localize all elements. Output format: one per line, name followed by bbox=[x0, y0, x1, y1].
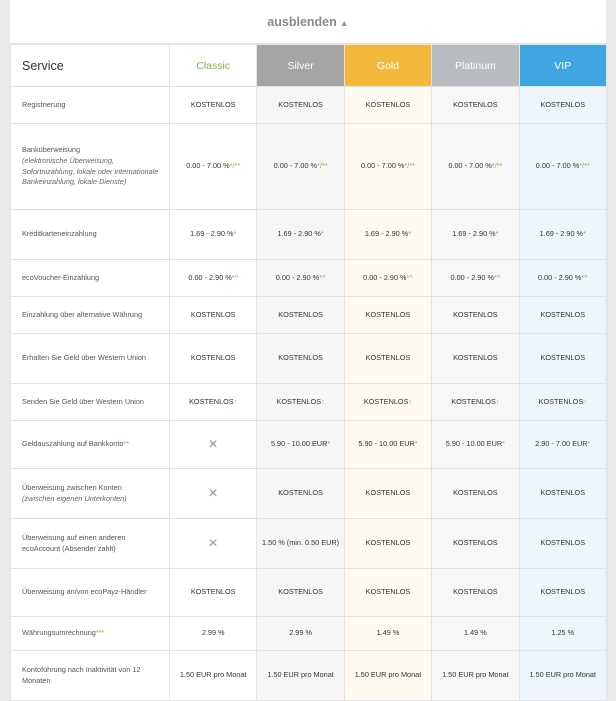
cell-value: KOSTENLOS bbox=[540, 99, 586, 109]
cell-value: 0.00 - 7.00 % bbox=[273, 161, 318, 171]
cell-silver bbox=[257, 260, 344, 297]
service-label: Senden Sie Geld über Western Union bbox=[22, 396, 144, 406]
cell-value: 0.00 - 2.90 % bbox=[450, 272, 494, 282]
cell-silver bbox=[257, 334, 344, 384]
cell-silver bbox=[257, 569, 344, 617]
footnote-marker: * bbox=[414, 439, 418, 449]
cell-gold bbox=[344, 569, 431, 617]
service-label: Banküberweisung bbox=[22, 145, 81, 155]
cell-vip bbox=[519, 617, 606, 651]
cell-value: KOSTENLOS bbox=[365, 353, 411, 363]
cell-value: KOSTENLOS bbox=[190, 309, 236, 319]
service-cell bbox=[11, 421, 170, 469]
service-label: Überweisung zwischen Konten bbox=[22, 482, 122, 492]
service-cell bbox=[11, 124, 170, 210]
cell-platinum bbox=[432, 617, 519, 651]
hide-toggle[interactable] bbox=[10, 0, 606, 44]
cell-classic bbox=[170, 210, 257, 260]
cell-value: KOSTENLOS bbox=[365, 587, 411, 597]
cell-value: 0.00 - 7.00 % bbox=[448, 161, 492, 171]
cell-classic bbox=[170, 569, 257, 617]
cell-value: KOSTENLOS bbox=[540, 587, 586, 597]
cell-gold bbox=[344, 260, 431, 297]
service-label: Währungsumrechnung bbox=[22, 628, 96, 638]
service-cell bbox=[11, 87, 170, 124]
cell-value: 1.69 - 2.90 % bbox=[452, 229, 496, 239]
cell-vip bbox=[519, 519, 606, 569]
footnote-marker: */** bbox=[317, 161, 328, 171]
footnote-marker: *^ bbox=[406, 272, 413, 282]
cell-value: KOSTENLOS bbox=[538, 396, 584, 406]
cell-gold bbox=[344, 421, 431, 469]
header-gold: Gold bbox=[344, 45, 431, 87]
footnote-marker: ↑ bbox=[321, 396, 325, 406]
cell-gold bbox=[344, 124, 431, 210]
cell-value: 5.90 - 10.00 EUR bbox=[358, 439, 415, 449]
cell-vip bbox=[519, 384, 606, 421]
cell-classic bbox=[170, 519, 257, 569]
cell-classic bbox=[170, 87, 257, 124]
table-header-row bbox=[11, 45, 607, 87]
cell-value: 2.99 % bbox=[289, 628, 312, 638]
header-platinum: Platinum bbox=[432, 45, 519, 87]
cell-value: KOSTENLOS bbox=[451, 396, 496, 406]
cell-value: KOSTENLOS bbox=[453, 353, 498, 363]
cell-classic bbox=[170, 617, 257, 651]
cell-value: 0.00 - 7.00 % bbox=[361, 161, 405, 171]
service-label: Kreditkarteneinzahlung bbox=[22, 229, 97, 239]
cell-vip bbox=[519, 651, 606, 701]
cell-value: KOSTENLOS bbox=[540, 309, 586, 319]
cell-silver bbox=[257, 469, 344, 519]
cell-value: 5.90 - 10.00 EUR bbox=[270, 439, 328, 449]
cell-gold bbox=[344, 651, 431, 701]
footnote-marker: *^ bbox=[319, 272, 326, 282]
table-row bbox=[11, 569, 607, 617]
cell-silver bbox=[257, 617, 344, 651]
cell-silver bbox=[257, 124, 344, 210]
cell-vip bbox=[519, 469, 606, 519]
cell-value: 0.00 - 2.90 % bbox=[537, 272, 582, 282]
footnote-marker: *^ bbox=[231, 272, 239, 282]
footnote-marker: * bbox=[233, 229, 237, 239]
table-row bbox=[11, 617, 607, 651]
cell-platinum bbox=[432, 569, 519, 617]
footnote-marker: *^ bbox=[493, 272, 501, 282]
service-sublabel: (elektronische Überweisung, Sofortnizahlung, lokale oder internationale Bankeinzahlung, lokale Dienste) bbox=[22, 155, 159, 187]
cell-vip bbox=[519, 421, 606, 469]
header-vip: VIP bbox=[519, 45, 606, 87]
cell-silver bbox=[257, 384, 344, 421]
cell-classic bbox=[170, 124, 257, 210]
service-label: Erhalten Sie Geld über Western Union bbox=[22, 353, 146, 363]
cell-value: KOSTENLOS bbox=[453, 309, 498, 319]
footnote-marker: ↑ bbox=[495, 396, 500, 406]
cell-value: KOSTENLOS bbox=[540, 488, 586, 498]
cell-classic bbox=[170, 297, 257, 334]
cell-gold bbox=[344, 519, 431, 569]
footnote-marker: ↑ bbox=[583, 396, 587, 406]
cell-gold bbox=[344, 617, 431, 651]
header-service: Service bbox=[11, 45, 170, 87]
service-cell bbox=[11, 384, 170, 421]
cell-vip bbox=[519, 87, 606, 124]
footnote-marker: * bbox=[583, 229, 586, 239]
cell-platinum bbox=[432, 421, 519, 469]
cell-platinum bbox=[432, 384, 519, 421]
cell-vip bbox=[519, 297, 606, 334]
cell-value: KOSTENLOS bbox=[190, 587, 236, 597]
footnote-marker: */** bbox=[491, 161, 503, 171]
cell-gold bbox=[344, 87, 431, 124]
table-row bbox=[11, 334, 607, 384]
cell-value: KOSTENLOS bbox=[189, 396, 234, 406]
service-label: Einzahlung über alternative Währung bbox=[22, 309, 143, 319]
cell-classic bbox=[170, 651, 257, 701]
cell-classic bbox=[170, 469, 257, 519]
header-silver: Silver bbox=[257, 45, 344, 87]
cell-value: KOSTENLOS bbox=[540, 353, 586, 363]
cell-value: KOSTENLOS bbox=[453, 99, 498, 109]
cell-value: 1.50 % (min. 0.50 EUR) bbox=[262, 538, 340, 548]
service-cell bbox=[11, 519, 170, 569]
cell-value: KOSTENLOS bbox=[190, 353, 236, 363]
cell-value: KOSTENLOS bbox=[276, 396, 322, 406]
footnote-marker: * bbox=[495, 229, 499, 239]
cell-platinum bbox=[432, 210, 519, 260]
service-cell bbox=[11, 569, 170, 617]
cell-vip bbox=[519, 569, 606, 617]
cell-value: 0.00 - 2.90 % bbox=[363, 272, 407, 282]
cell-platinum bbox=[432, 297, 519, 334]
not-available-icon: ✕ bbox=[208, 436, 219, 451]
header-classic: Classic bbox=[170, 45, 257, 87]
fee-comparison-table bbox=[10, 44, 607, 701]
cell-silver bbox=[257, 519, 344, 569]
cell-value: 1.69 - 2.90 % bbox=[277, 229, 321, 239]
table-row bbox=[11, 124, 607, 210]
cell-vip bbox=[519, 334, 606, 384]
cell-classic bbox=[170, 421, 257, 469]
cell-value: 1.50 EUR pro Monat bbox=[529, 670, 597, 680]
cell-value: KOSTENLOS bbox=[365, 488, 411, 498]
chevron-up-icon: ▲ bbox=[339, 17, 349, 28]
cell-value: 2.90 - 7.00 EUR bbox=[535, 439, 588, 449]
footnote-marker: *^ bbox=[581, 272, 588, 282]
footnote-marker: *** bbox=[95, 628, 105, 638]
cell-value: 1.69 - 2.90 % bbox=[364, 229, 409, 239]
footnote-marker: ↑ bbox=[408, 396, 413, 406]
table-row bbox=[11, 421, 607, 469]
cell-value: KOSTENLOS bbox=[453, 538, 498, 548]
service-cell bbox=[11, 297, 170, 334]
service-label: Überweisung an/von ecoPayz-Händler bbox=[22, 587, 147, 597]
cell-gold bbox=[344, 334, 431, 384]
cell-classic bbox=[170, 384, 257, 421]
cell-value: 1.50 EUR pro Monat bbox=[354, 670, 422, 680]
service-label: ecoVoucher-Einzahlung bbox=[22, 272, 100, 282]
cell-vip bbox=[519, 124, 606, 210]
cell-value: KOSTENLOS bbox=[363, 396, 409, 406]
cell-value: KOSTENLOS bbox=[365, 99, 411, 109]
table-row bbox=[11, 469, 607, 519]
cell-platinum bbox=[432, 519, 519, 569]
cell-value: 1.49 % bbox=[464, 628, 487, 638]
footnote-marker: */** bbox=[579, 161, 590, 171]
not-available-icon: ✕ bbox=[208, 485, 219, 500]
service-label: Kontoführung nach Inaktivität von 12 Monaten bbox=[22, 664, 141, 685]
service-cell bbox=[11, 617, 170, 651]
cell-value: 1.50 EUR pro Monat bbox=[267, 670, 334, 680]
footnote-marker: * bbox=[408, 229, 412, 239]
cell-value: KOSTENLOS bbox=[278, 99, 323, 109]
cell-value: 1.69 - 2.90 % bbox=[190, 229, 234, 239]
cell-silver bbox=[257, 297, 344, 334]
cell-silver bbox=[257, 651, 344, 701]
service-label: Registrierung bbox=[22, 99, 66, 109]
cell-value: 0.00 - 7.00 % bbox=[186, 161, 230, 171]
service-cell bbox=[11, 469, 170, 519]
cell-value: 1.69 - 2.90 % bbox=[539, 229, 584, 239]
hide-toggle-label: ausblenden bbox=[267, 14, 337, 29]
table-row bbox=[11, 210, 607, 260]
cell-value: 0.00 - 2.90 % bbox=[188, 272, 232, 282]
cell-platinum bbox=[432, 334, 519, 384]
cell-value: 1.50 EUR pro Monat bbox=[442, 670, 509, 680]
footnote-marker: */** bbox=[229, 161, 241, 171]
table-row bbox=[11, 260, 607, 297]
footnote-marker: ** bbox=[123, 439, 130, 449]
service-cell bbox=[11, 210, 170, 260]
cell-silver bbox=[257, 87, 344, 124]
table-row bbox=[11, 384, 607, 421]
cell-gold bbox=[344, 210, 431, 260]
cell-value: KOSTENLOS bbox=[365, 309, 411, 319]
cell-gold bbox=[344, 384, 431, 421]
table-row bbox=[11, 651, 607, 701]
footnote-marker: * bbox=[327, 439, 331, 449]
cell-value: 1.49 % bbox=[376, 628, 400, 638]
cell-vip bbox=[519, 260, 606, 297]
cell-classic bbox=[170, 260, 257, 297]
cell-value: KOSTENLOS bbox=[365, 538, 411, 548]
service-cell bbox=[11, 651, 170, 701]
cell-gold bbox=[344, 469, 431, 519]
service-label: Geldauszahlung auf Bankkonto bbox=[22, 439, 124, 449]
cell-value: 0.00 - 7.00 % bbox=[535, 161, 580, 171]
cell-value: 5.90 - 10.00 EUR bbox=[445, 439, 503, 449]
cell-platinum bbox=[432, 651, 519, 701]
service-cell bbox=[11, 334, 170, 384]
cell-value: KOSTENLOS bbox=[540, 538, 586, 548]
cell-value: 0.00 - 2.90 % bbox=[275, 272, 320, 282]
cell-silver bbox=[257, 210, 344, 260]
cell-value: KOSTENLOS bbox=[278, 488, 323, 498]
cell-vip bbox=[519, 210, 606, 260]
cell-platinum bbox=[432, 260, 519, 297]
cell-value: KOSTENLOS bbox=[278, 353, 323, 363]
cell-platinum bbox=[432, 469, 519, 519]
cell-value: 2.99 % bbox=[201, 628, 225, 638]
service-label: Überweisung auf einen anderen ecoAccount (Absender zahlt) bbox=[22, 532, 126, 553]
cell-platinum bbox=[432, 124, 519, 210]
service-sublabel: (zwischen eigenen Unterkonten) bbox=[22, 493, 127, 503]
footnote-marker: * bbox=[587, 439, 591, 449]
service-cell bbox=[11, 260, 170, 297]
cell-value: KOSTENLOS bbox=[278, 587, 323, 597]
table-row bbox=[11, 87, 607, 124]
cell-silver bbox=[257, 421, 344, 469]
cell-value: 1.25 % bbox=[551, 628, 575, 638]
cell-value: KOSTENLOS bbox=[278, 309, 323, 319]
not-available-icon: ✕ bbox=[208, 535, 219, 550]
footnote-marker: * bbox=[502, 439, 505, 449]
cell-gold bbox=[344, 297, 431, 334]
footnote-marker: * bbox=[320, 229, 324, 239]
footnote-marker: */** bbox=[404, 161, 415, 171]
cell-value: KOSTENLOS bbox=[453, 587, 498, 597]
cell-value: KOSTENLOS bbox=[453, 488, 498, 498]
footnote-marker: ↑ bbox=[233, 396, 238, 406]
cell-classic bbox=[170, 334, 257, 384]
cell-platinum bbox=[432, 87, 519, 124]
cell-value: 1.50 EUR pro Monat bbox=[179, 670, 247, 680]
cell-value: KOSTENLOS bbox=[190, 99, 236, 109]
table-row bbox=[11, 297, 607, 334]
table-row bbox=[11, 519, 607, 569]
